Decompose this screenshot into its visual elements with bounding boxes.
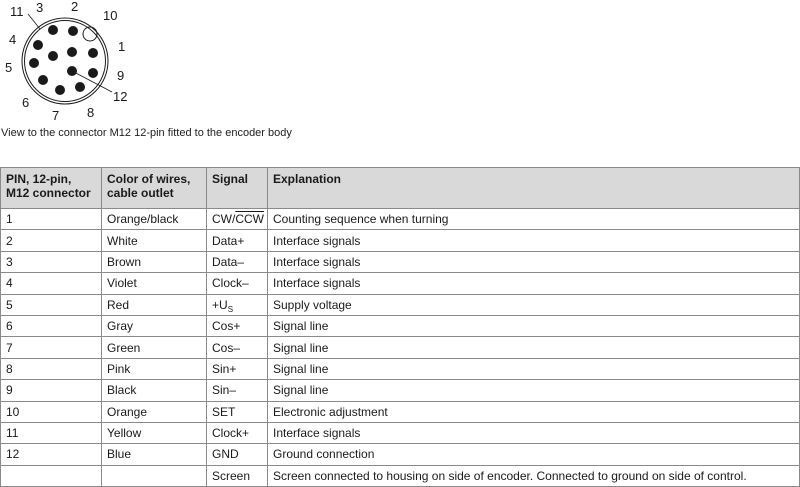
color-cell: Violet — [102, 273, 207, 294]
pin-label-2: 2 — [71, 0, 79, 14]
pin-cell: 7 — [1, 337, 102, 358]
header-color: Color of wires, cable outlet — [102, 168, 207, 209]
leader-line-11 — [28, 14, 40, 29]
pin-assignment-table — [0, 167, 800, 487]
signal-ccw-overline: $\overline{CCW}$ — [235, 212, 264, 227]
signal-cell: Clock+ — [207, 422, 268, 443]
signal-supply-subscript: S — [227, 304, 234, 314]
pin-cell: 10 — [1, 401, 102, 422]
color-cell: White — [102, 230, 207, 251]
pin-9 — [88, 68, 98, 78]
color-cell: Black — [102, 380, 207, 401]
color-cell: Blue — [102, 444, 207, 465]
pin-label-11: 11 — [10, 4, 24, 19]
signal-cw: CW/ — [212, 212, 236, 227]
pin-4 — [33, 40, 43, 50]
pin-7 — [55, 85, 65, 95]
table-row — [1, 294, 800, 315]
pin-cell: 4 — [1, 273, 102, 294]
signal-cell: Cos+ — [207, 315, 268, 336]
pin-11 — [48, 51, 58, 61]
signal-cell — [207, 294, 268, 315]
signal-cell: Screen — [207, 465, 268, 486]
table-header-row — [1, 168, 800, 209]
diagram-caption: View to the connector M12 12-pin fitted to the encoder body — [1, 127, 292, 139]
signal-cell: Clock– — [207, 273, 268, 294]
explanation-cell: Interface signals — [268, 230, 800, 251]
table-row — [1, 209, 800, 230]
color-cell: Gray — [102, 315, 207, 336]
pin-cell: 3 — [1, 251, 102, 272]
pin-label-1: 1 — [118, 39, 126, 54]
signal-cell: SET — [207, 401, 268, 422]
header-pin: PIN, 12-pin, M12 connector — [1, 168, 102, 209]
pin-cell: 2 — [1, 230, 102, 251]
color-cell: Brown — [102, 251, 207, 272]
color-cell: Orange — [102, 401, 207, 422]
table-row — [1, 315, 800, 336]
pin-cell: 8 — [1, 358, 102, 379]
color-cell: Orange/black — [102, 209, 207, 230]
pin-cell: 1 — [1, 209, 102, 230]
signal-cell: Sin– — [207, 380, 268, 401]
color-cell: Yellow — [102, 422, 207, 443]
pin-3 — [48, 25, 58, 35]
pin-1 — [88, 48, 98, 58]
header-explanation: Explanation — [268, 168, 800, 209]
pin-label-9: 9 — [117, 68, 125, 83]
pin-cell: 12 — [1, 444, 102, 465]
table-row — [1, 337, 800, 358]
explanation-cell: Signal line — [268, 380, 800, 401]
pin-label-4: 4 — [9, 32, 17, 47]
table-row — [1, 465, 800, 486]
pin-label-6: 6 — [22, 95, 30, 110]
table-row — [1, 273, 800, 294]
explanation-cell: Signal line — [268, 315, 800, 336]
pin-cell: 5 — [1, 294, 102, 315]
pin-label-12: 12 — [113, 89, 128, 104]
header-signal: Signal — [207, 168, 268, 209]
explanation-cell: Signal line — [268, 358, 800, 379]
color-cell — [102, 465, 207, 486]
pin-12 — [67, 66, 77, 76]
pin-cell: 6 — [1, 315, 102, 336]
pin-cell: 9 — [1, 380, 102, 401]
explanation-cell: Supply voltage — [268, 294, 800, 315]
pin-6 — [38, 75, 48, 85]
table-row — [1, 358, 800, 379]
table-row — [1, 380, 800, 401]
signal-cell: Data– — [207, 251, 268, 272]
signal-cell: Sin+ — [207, 358, 268, 379]
explanation-cell: Electronic adjustment — [268, 401, 800, 422]
table-row — [1, 422, 800, 443]
table-row — [1, 444, 800, 465]
pin-12-inner — [67, 47, 77, 57]
explanation-cell: Interface signals — [268, 251, 800, 272]
signal-cell: Cos– — [207, 337, 268, 358]
pin-label-10: 10 — [103, 8, 118, 23]
explanation-cell: Ground connection — [268, 444, 800, 465]
pin-label-8: 8 — [87, 105, 95, 120]
pin-8 — [75, 82, 85, 92]
signal-supply: +U — [212, 297, 228, 312]
pin-cell — [1, 465, 102, 486]
color-cell: Red — [102, 294, 207, 315]
pin-2 — [68, 26, 78, 36]
pin-cell: 11 — [1, 422, 102, 443]
explanation-cell: Counting sequence when turning — [268, 209, 800, 230]
pin-label-3: 3 — [36, 0, 44, 15]
signal-cell: GND — [207, 444, 268, 465]
table-row — [1, 401, 800, 422]
table-row — [1, 230, 800, 251]
explanation-cell: Interface signals — [268, 273, 800, 294]
pin-label-5: 5 — [5, 60, 13, 75]
signal-cell — [207, 209, 268, 230]
pin-5 — [29, 58, 39, 68]
explanation-cell: Interface signals — [268, 422, 800, 443]
pin-label-7: 7 — [52, 108, 60, 122]
signal-cell: Data+ — [207, 230, 268, 251]
m12-connector-diagram — [0, 0, 150, 122]
explanation-cell: Signal line — [268, 337, 800, 358]
color-cell: Green — [102, 337, 207, 358]
color-cell: Pink — [102, 358, 207, 379]
table-row — [1, 251, 800, 272]
explanation-cell: Screen connected to housing on side of encoder. Connected to ground on side of control. — [268, 465, 800, 486]
